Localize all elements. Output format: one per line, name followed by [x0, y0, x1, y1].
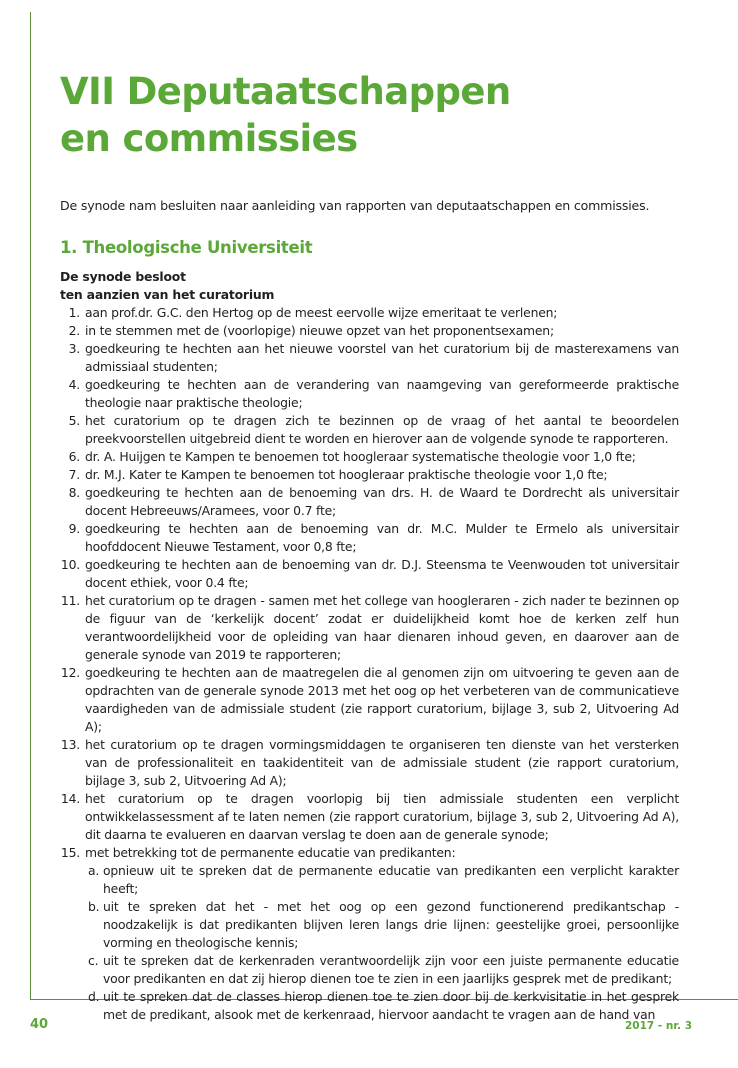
list-item-number: 11.	[60, 593, 80, 608]
sub-list-item	[85, 862, 679, 898]
sub-item-letter: c.	[88, 953, 99, 968]
list-item-number: 6.	[68, 449, 80, 464]
issue-label: 2017 - nr. 3	[625, 1020, 692, 1032]
list-item	[60, 484, 679, 520]
list-item-text: goedkeuring te hechten aan de benoeming van drs. H. de Waard te Dordrecht als universitair docent Hebreeuws/Aramees, voor 0.7 fte;	[85, 485, 679, 518]
sub-list	[85, 862, 679, 1024]
section-content	[60, 268, 679, 1024]
list-item	[60, 664, 679, 736]
chapter-title	[60, 68, 511, 162]
sub-item-letter: d.	[88, 989, 100, 1004]
list-item-text: dr. A. Huijgen te Kampen te benoemen tot hoogleraar systematische theologie voor 1,0 fte;	[85, 449, 636, 464]
chapter-title-line-1: VII Deputaatschappen	[60, 70, 511, 113]
list-item-number: 15.	[60, 845, 80, 860]
decision-subject: ten aanzien van het curatorium	[60, 287, 275, 302]
sub-list-item	[85, 898, 679, 952]
list-item-text: het curatorium op te dragen - samen met het college van hoogleraren - zich nader te bezinnen op de figuur van de ‘kerkelijk docent’ zodat er duidelijkheid komt hoe de kerken zelf hun verantwoordelijkheid voor de opleiding van haar dienaren inhoud geven, en daarover aan de generale synode van 2019 te rapporteren;	[85, 593, 679, 662]
left-margin-rule	[30, 12, 31, 1000]
list-item	[60, 340, 679, 376]
sub-item-letter: b.	[88, 899, 100, 914]
list-item-text: het curatorium op te dragen vormingsmiddagen te organiseren ten dienste van het versterken van de professionaliteit en taakidentiteit van de admissiale student (zie rapport curatorium, bijlage 3, sub 2, Uitvoering Ad A);	[85, 737, 679, 788]
list-item-text: het curatorium op te dragen zich te bezinnen op de vraag of het aantal te beoordelen preekvoorstellen uitgebreid dient te worden en hierover aan de volgende synode te rapporteren.	[85, 413, 679, 446]
list-item	[60, 556, 679, 592]
list-item	[60, 304, 679, 322]
list-item-number: 14.	[60, 791, 80, 806]
page-number: 40	[30, 1017, 49, 1032]
sub-list-item	[85, 988, 679, 1024]
list-item	[60, 412, 679, 448]
list-item-number: 13.	[60, 737, 80, 752]
list-item-number: 12.	[60, 665, 80, 680]
list-item	[60, 376, 679, 412]
list-item-text: goedkeuring te hechten aan de benoeming van dr. M.C. Mulder te Ermelo als universitair hoofddocent Nieuwe Testament, voor 0,8 fte;	[85, 521, 679, 554]
decision-list	[60, 304, 679, 1024]
list-item	[60, 466, 679, 484]
list-item-number: 3.	[68, 341, 80, 356]
list-item	[60, 736, 679, 790]
list-item-text: het curatorium op te dragen voorlopig bij tien admissiale studenten een verplicht ontwikkelassessment af te laten nemen (zie rapport curatorium, bijlage 3, sub 2, Uitvoering Ad A), dit daarna te evalueren en daarvan verslag te doen aan de generale synode;	[85, 791, 679, 842]
list-item-text: dr. M.J. Kater te Kampen te benoemen tot hoogleraar praktische theologie voor 1,0 fte;	[85, 467, 608, 482]
decision-title: De synode besloot	[60, 269, 186, 284]
sub-item-text: uit te spreken dat de kerkenraden verantwoordelijk zijn voor een juiste permanente educatie voor predikanten en dat zij hierop dienen toe te zien in een jaarlijks gesprek met de predikant;	[103, 953, 679, 986]
list-item-number: 4.	[68, 377, 80, 392]
list-item-number: 2.	[68, 323, 80, 338]
list-item	[60, 844, 679, 1024]
list-item	[60, 790, 679, 844]
intro-paragraph: De synode nam besluiten naar aanleiding van rapporten van deputaatschappen en commissies.	[60, 198, 650, 213]
sub-item-text: uit te spreken dat de classes hierop dienen toe te zien door bij de kerkvisitatie in het gesprek met de predikant, alsook met de kerkenraad, hiervoor aandacht te vragen aan de hand van	[103, 989, 679, 1022]
sub-list-item	[85, 952, 679, 988]
list-item	[60, 520, 679, 556]
list-item-text: met betrekking tot de permanente educatie van predikanten:	[85, 845, 456, 860]
list-item-text: goedkeuring te hechten aan het nieuwe voorstel van het curatorium bij de masterexamens van admissiaal studenten;	[85, 341, 679, 374]
chapter-title-line-2: en commissies	[60, 117, 358, 160]
list-item-text: goedkeuring te hechten aan de benoeming van dr. D.J. Steensma te Veenwouden tot universitair docent ethiek, voor 0.4 fte;	[85, 557, 679, 590]
list-item-text: goedkeuring te hechten aan de maatregelen die al genomen zijn om uitvoering te geven aan de opdrachten van de generale synode 2013 met het oog op het verbeteren van de communicatieve vaardigheden van de admissiale student (zie rapport curatorium, bijlage 3, sub 2, Uitvoering Ad A);	[85, 665, 679, 734]
list-item-number: 10.	[60, 557, 80, 572]
sub-item-text: opnieuw uit te spreken dat de permanente educatie van predikanten een verplicht karakter heeft;	[103, 863, 679, 896]
list-item-number: 5.	[68, 413, 80, 428]
list-item-text: aan prof.dr. G.C. den Hertog op de meest eervolle wijze emeritaat te verlenen;	[85, 305, 558, 320]
list-item	[60, 322, 679, 340]
list-item-number: 8.	[68, 485, 80, 500]
sub-item-text: uit te spreken dat het - met het oog op een gezond functionerend predikantschap - noodzakelijk is dat predikanten blijven leren langs drie lijnen: geestelijke groei, persoonlijke vorming en theologische kennis;	[103, 899, 679, 950]
list-item-number: 7.	[68, 467, 80, 482]
list-item-text: in te stemmen met de (voorlopige) nieuwe opzet van het proponentsexamen;	[85, 323, 554, 338]
sub-item-letter: a.	[88, 863, 100, 878]
list-item-number: 1.	[68, 305, 80, 320]
section-heading: 1. Theologische Universiteit	[60, 238, 313, 257]
list-item-number: 9.	[68, 521, 80, 536]
list-item-text: goedkeuring te hechten aan de verandering van naamgeving van gereformeerde praktische theologie naar praktische theologie;	[85, 377, 679, 410]
list-item	[60, 448, 679, 466]
list-item	[60, 592, 679, 664]
